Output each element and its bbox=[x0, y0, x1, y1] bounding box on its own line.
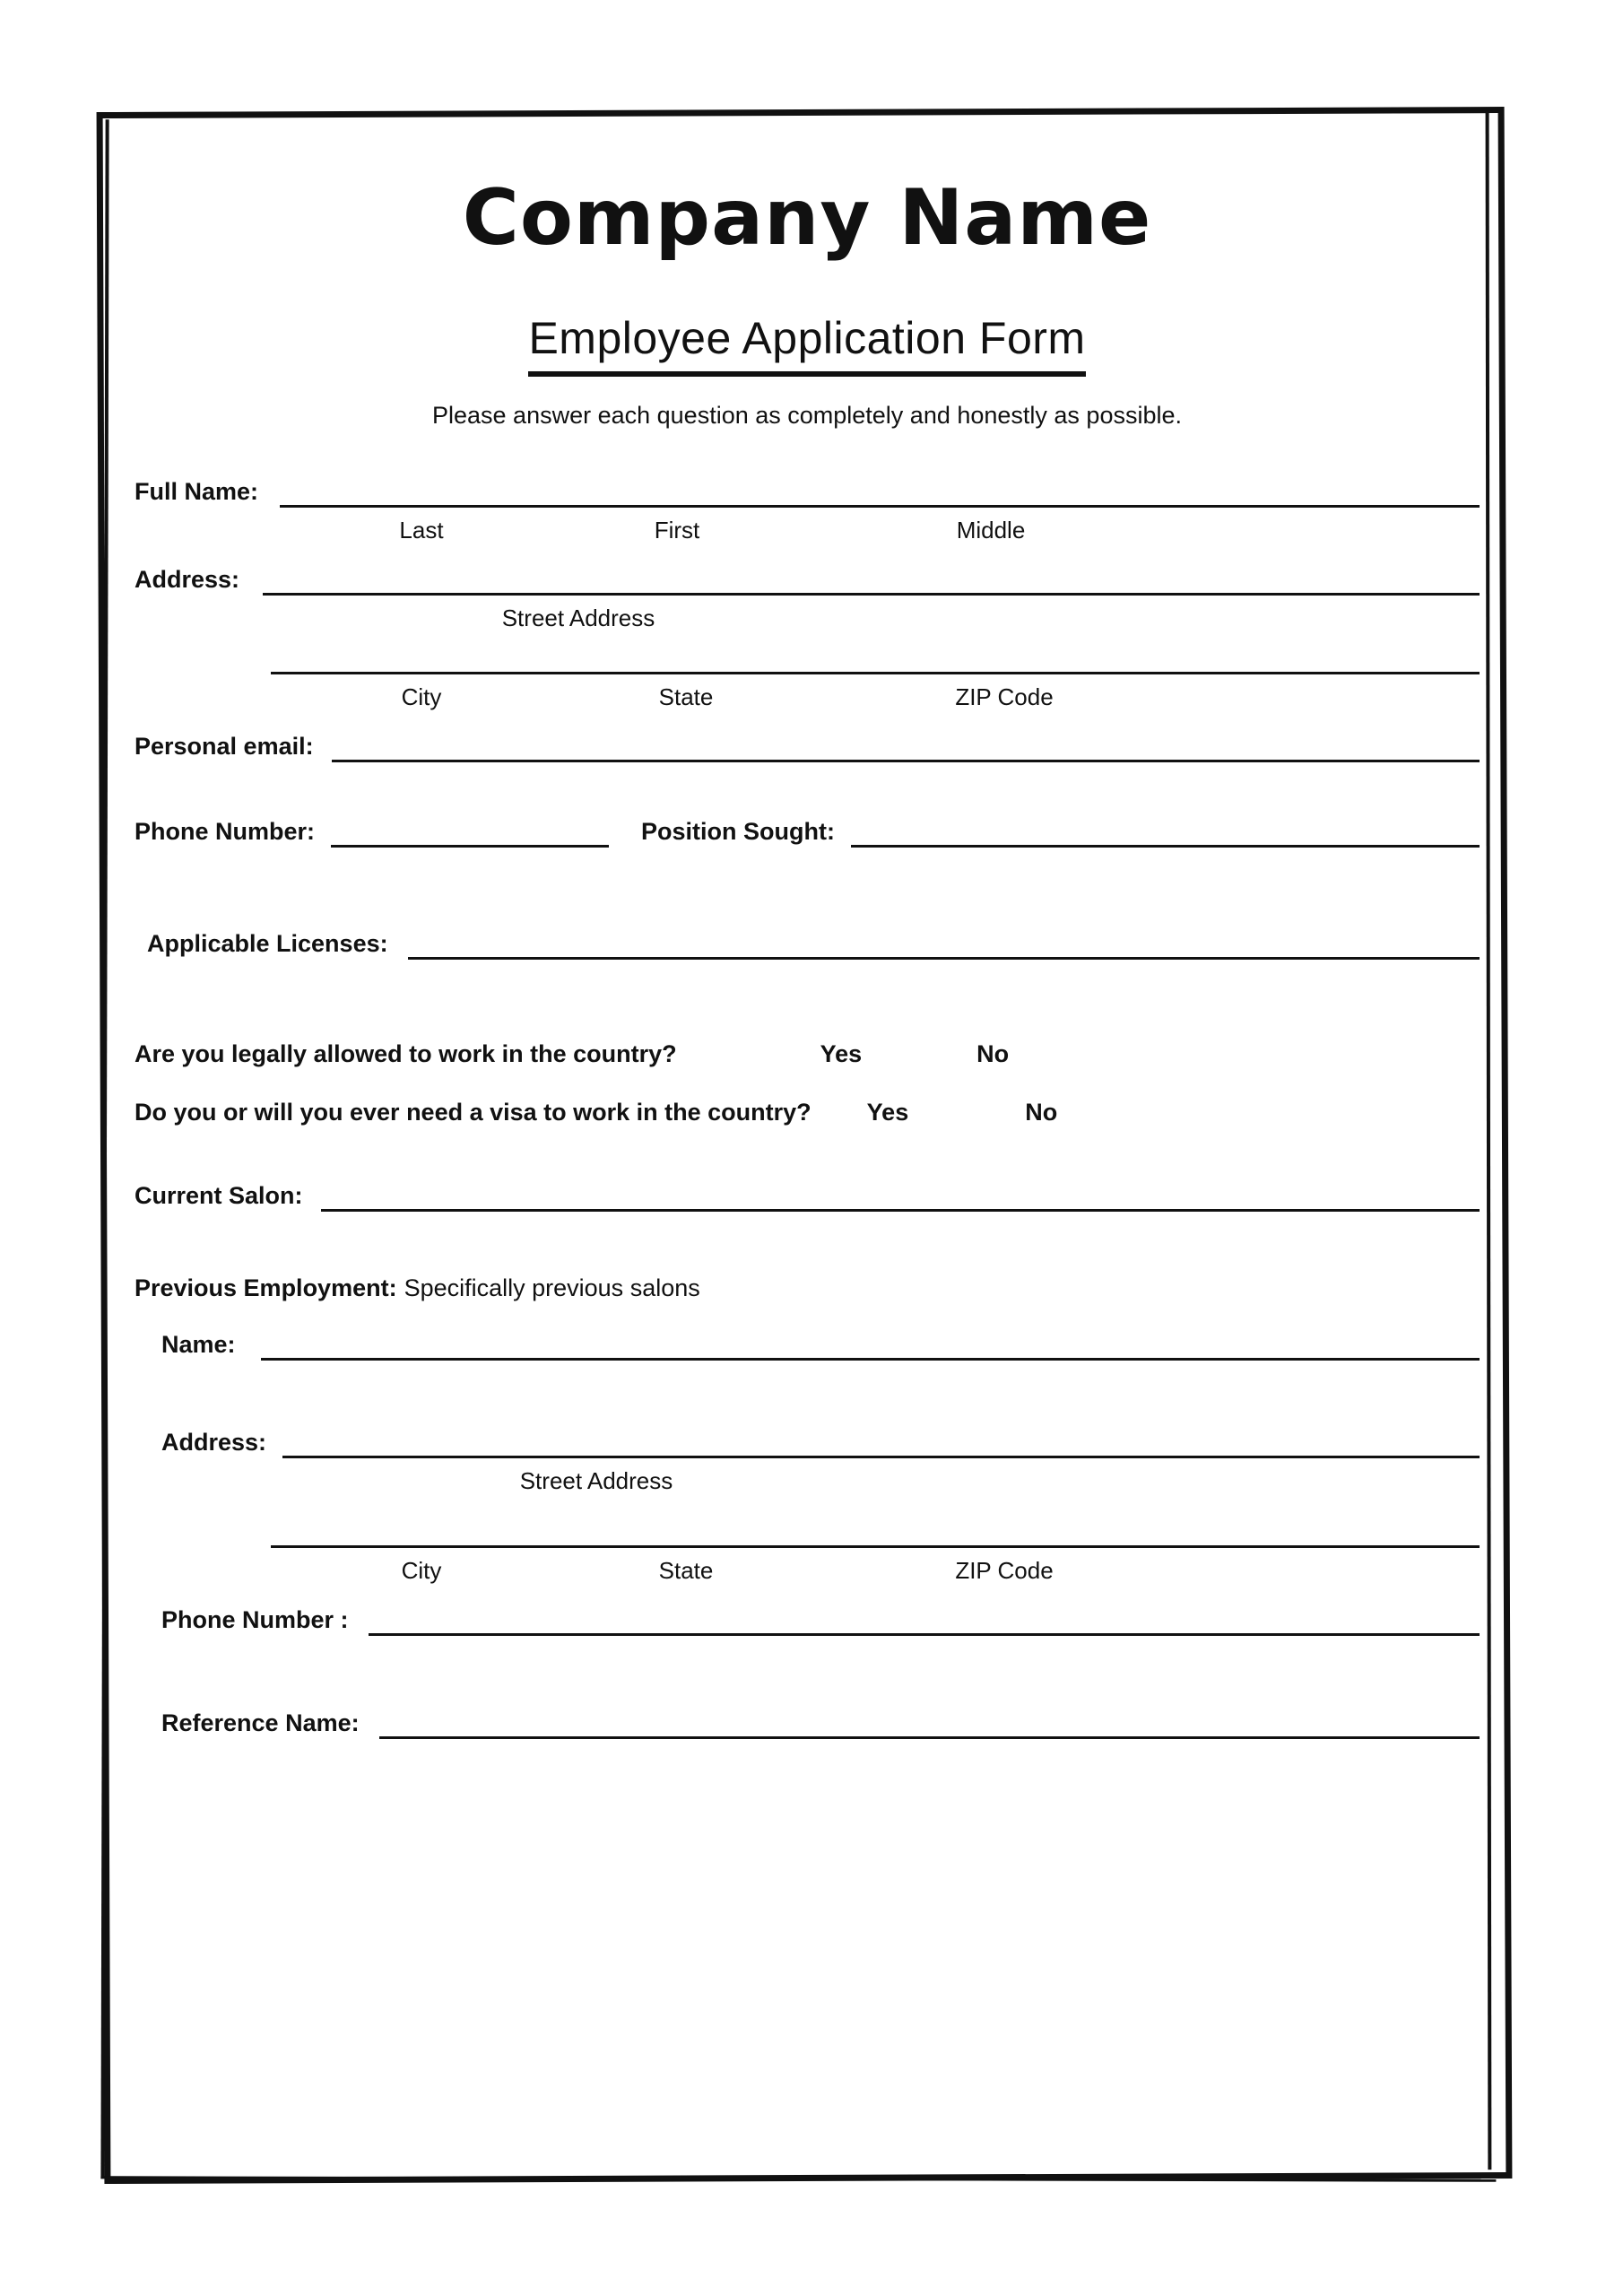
prev-name-row bbox=[161, 1333, 1480, 1361]
reference-name-input[interactable] bbox=[379, 1736, 1480, 1739]
prev-name-input[interactable] bbox=[261, 1358, 1480, 1361]
reference-name-label: Reference Name: bbox=[161, 1709, 360, 1737]
full-name-captions bbox=[135, 517, 1480, 544]
visa-question-row bbox=[135, 1099, 1480, 1126]
prev-city-state-zip-row bbox=[135, 1545, 1480, 1548]
licenses-row bbox=[147, 932, 1480, 960]
prev-phone-row bbox=[161, 1608, 1480, 1636]
current-salon-label: Current Salon: bbox=[135, 1182, 303, 1210]
phone-input[interactable] bbox=[331, 845, 609, 848]
city-state-zip-captions bbox=[135, 683, 1480, 711]
previous-employment-label: Previous Employment: bbox=[135, 1274, 397, 1302]
visa-question: Do you or will you ever need a visa to work in the country? bbox=[135, 1099, 812, 1126]
legal-work-no-option[interactable]: No bbox=[976, 1040, 1010, 1068]
full-name-row bbox=[135, 480, 1480, 508]
prev-address-label: Address: bbox=[161, 1429, 267, 1457]
caption-prev-street-address: Street Address bbox=[519, 1467, 673, 1495]
caption-street-address: Street Address bbox=[501, 604, 655, 632]
previous-employment-row bbox=[135, 1274, 1480, 1302]
position-input[interactable] bbox=[851, 845, 1480, 848]
legal-work-question: Are you legally allowed to work in the country? bbox=[135, 1040, 677, 1068]
phone-label: Phone Number: bbox=[135, 818, 316, 846]
form-title-container bbox=[135, 312, 1480, 377]
email-input[interactable] bbox=[332, 760, 1480, 762]
email-label: Personal email: bbox=[135, 733, 314, 761]
reference-name-row bbox=[161, 1711, 1480, 1739]
position-label: Position Sought: bbox=[641, 818, 835, 846]
prev-city-state-zip-input[interactable] bbox=[271, 1545, 1480, 1548]
caption-middle: Middle bbox=[956, 517, 1026, 544]
form-subtitle: Please answer each question as completely and honestly as possible. bbox=[432, 402, 1182, 430]
caption-state: State bbox=[658, 683, 714, 711]
prev-street-caption-row bbox=[161, 1467, 1480, 1495]
current-salon-input[interactable] bbox=[321, 1209, 1480, 1212]
legal-work-question-row bbox=[135, 1040, 1480, 1068]
visa-no-option[interactable]: No bbox=[1025, 1099, 1058, 1126]
prev-city-state-zip-captions bbox=[135, 1557, 1480, 1585]
email-row bbox=[135, 735, 1480, 762]
caption-city: City bbox=[401, 683, 442, 711]
city-state-zip-row bbox=[135, 672, 1480, 674]
licenses-input[interactable] bbox=[408, 957, 1480, 960]
full-name-label: Full Name: bbox=[135, 478, 259, 506]
company-name-heading: Company Name bbox=[462, 173, 1152, 263]
current-salon-row bbox=[135, 1184, 1480, 1212]
prev-address-row bbox=[161, 1431, 1480, 1458]
form-content bbox=[135, 135, 1480, 2152]
form-fields bbox=[135, 480, 1480, 1739]
caption-zip: ZIP Code bbox=[955, 683, 1054, 711]
prev-phone-label: Phone Number : bbox=[161, 1606, 349, 1634]
prev-street-address-input[interactable] bbox=[282, 1456, 1480, 1458]
licenses-label: Applicable Licenses: bbox=[147, 930, 388, 958]
address-label: Address: bbox=[135, 566, 240, 594]
previous-employment-note: Specifically previous salons bbox=[404, 1274, 700, 1302]
address-row bbox=[135, 568, 1480, 596]
full-name-input[interactable] bbox=[280, 505, 1480, 508]
caption-prev-city: City bbox=[401, 1557, 442, 1585]
street-address-caption-row bbox=[135, 604, 1480, 632]
visa-yes-option[interactable]: Yes bbox=[866, 1099, 909, 1126]
phone-position-row bbox=[135, 820, 1480, 848]
city-state-zip-input[interactable] bbox=[271, 672, 1480, 674]
legal-work-yes-option[interactable]: Yes bbox=[820, 1040, 863, 1068]
prev-phone-input[interactable] bbox=[369, 1633, 1480, 1636]
caption-last: Last bbox=[399, 517, 444, 544]
prev-name-label: Name: bbox=[161, 1331, 236, 1359]
caption-prev-state: State bbox=[658, 1557, 714, 1585]
caption-prev-zip: ZIP Code bbox=[955, 1557, 1054, 1585]
form-title: Employee Application Form bbox=[528, 312, 1085, 377]
caption-first: First bbox=[654, 517, 700, 544]
street-address-input[interactable] bbox=[263, 593, 1480, 596]
